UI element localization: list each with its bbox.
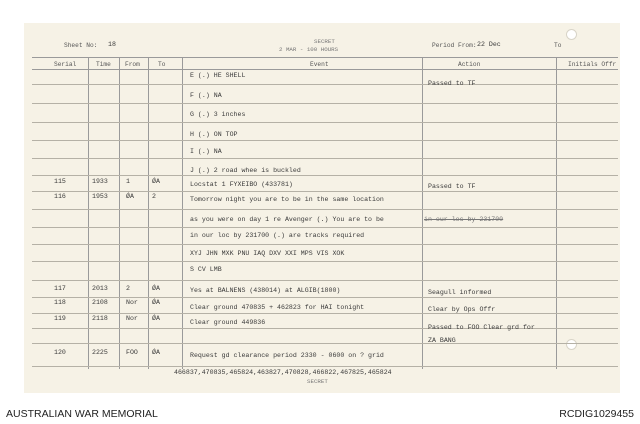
row-rule (32, 261, 618, 262)
cell-event: F (.) NA (190, 92, 222, 99)
cell-from: 1 (126, 178, 130, 185)
cell-action: Passed to TF (428, 183, 476, 190)
cell-event: J (.) 2 road whee is buckled (190, 167, 301, 174)
cell-to: ǾA (152, 285, 160, 292)
cell-time: 2225 (92, 349, 108, 356)
period-from-value: 22 Dec (477, 41, 501, 48)
row-rule (32, 313, 618, 314)
cell-time: 1953 (92, 193, 108, 200)
col-header-initials: Initials Offr (568, 61, 617, 68)
row-rule (32, 227, 618, 228)
classification-header: SECRET (314, 38, 335, 45)
cell-event: S CV LMB (190, 266, 222, 273)
cell-from: 2 (126, 285, 130, 292)
row-rule (32, 343, 618, 344)
cell-from: FOO (126, 349, 138, 356)
cell-event: Yes at BALNENS (438014) at ALGIB(1800) (190, 287, 341, 294)
cell-time: 2013 (92, 285, 108, 292)
cell-serial: 119 (54, 315, 66, 322)
classification-stamp: SECRET (307, 378, 328, 385)
punch-hole-bottom (566, 339, 577, 350)
cell-serial: 120 (54, 349, 66, 356)
cell-to: ǾA (152, 315, 160, 322)
punch-hole-top (566, 29, 577, 40)
row-rule (32, 122, 618, 123)
cell-event: XYJ JHN MXK PNU IAQ DXV XXI MPS VIS XOK (190, 250, 345, 257)
cell-serial: 118 (54, 299, 66, 306)
row-rule (32, 158, 618, 159)
row-rule (32, 366, 618, 367)
cell-event: Clear ground 470835 + 462823 for HAI tonight (190, 304, 365, 311)
cell-event: in our loc by 231700 (.) are tracks required (190, 232, 365, 239)
cell-time: 1933 (92, 178, 108, 185)
row-rule (32, 209, 618, 210)
cell-event: Locstat 1 FYXEIBO (433781) (190, 181, 293, 188)
row-rule (32, 84, 618, 85)
cell-from: Nor (126, 299, 138, 306)
col-header-to: To (158, 61, 166, 68)
cell-action: Seagull informed (428, 289, 492, 296)
cell-event: as you were on day 1 re Avenger (.) You are to be (190, 216, 384, 223)
row-rule (32, 244, 618, 245)
cell-action: in our loc by 231700 (424, 216, 504, 223)
row-rule (32, 175, 618, 176)
cell-event: Request gd clearance period 2330 - 0600 on ? grid (190, 352, 384, 359)
row-rule (32, 103, 618, 104)
cell-time: 2108 (92, 299, 108, 306)
cell-from: Nor (126, 315, 138, 322)
col-header-time: Time (96, 61, 111, 68)
cell-action: Passed to FOO Clear grd for (428, 324, 535, 331)
cell-serial: 116 (54, 193, 66, 200)
row-rule (32, 280, 618, 281)
sheet-number-value: 18 (108, 41, 116, 48)
cell-to: ǾA (152, 299, 160, 306)
sheet-number-label: Sheet No: (64, 42, 98, 49)
cell-serial: 115 (54, 178, 66, 185)
row-rule (32, 191, 618, 192)
cell-action: Passed to TF (428, 80, 476, 87)
cell-serial: 117 (54, 285, 66, 292)
col-header-event: Event (310, 61, 329, 68)
cell-event: E (.) HE SHELL (190, 72, 246, 79)
cell-event: G (.) 3 inches (190, 111, 246, 118)
cell-event: Clear ground 449836 (190, 319, 266, 326)
period-to-label: To (554, 42, 562, 49)
cell-action: ZA BANG (428, 337, 456, 344)
footer-record-id: RCDIG1029455 (559, 408, 634, 420)
cell-to: ǾA (152, 349, 160, 356)
footer-institution: AUSTRALIAN WAR MEMORIAL (6, 408, 158, 420)
cell-to: ǾA (152, 178, 160, 185)
row-rule (32, 297, 618, 298)
cell-event: I (.) NA (190, 148, 222, 155)
cell-to: 2 (152, 193, 156, 200)
col-header-action: Action (458, 61, 481, 68)
col-header-serial: Serial (54, 61, 77, 68)
cell-action: Clear by Ops Offr (428, 306, 496, 313)
row-rule (32, 140, 618, 141)
cell-time: 2118 (92, 315, 108, 322)
cell-event: H (.) ON TOP (190, 131, 238, 138)
header-center-text: 2 MAR - 100 HOURS (279, 46, 339, 53)
cell-from: ǾA (126, 193, 134, 200)
war-diary-sheet (24, 23, 620, 393)
period-from-label: Period From: (432, 42, 477, 49)
col-header-from: From (125, 61, 140, 68)
cell-event: 466837,470835,465824,463827,470828,466822,467825,465824 (174, 369, 392, 376)
cell-event: Tomorrow night you are to be in the same location (190, 196, 384, 203)
